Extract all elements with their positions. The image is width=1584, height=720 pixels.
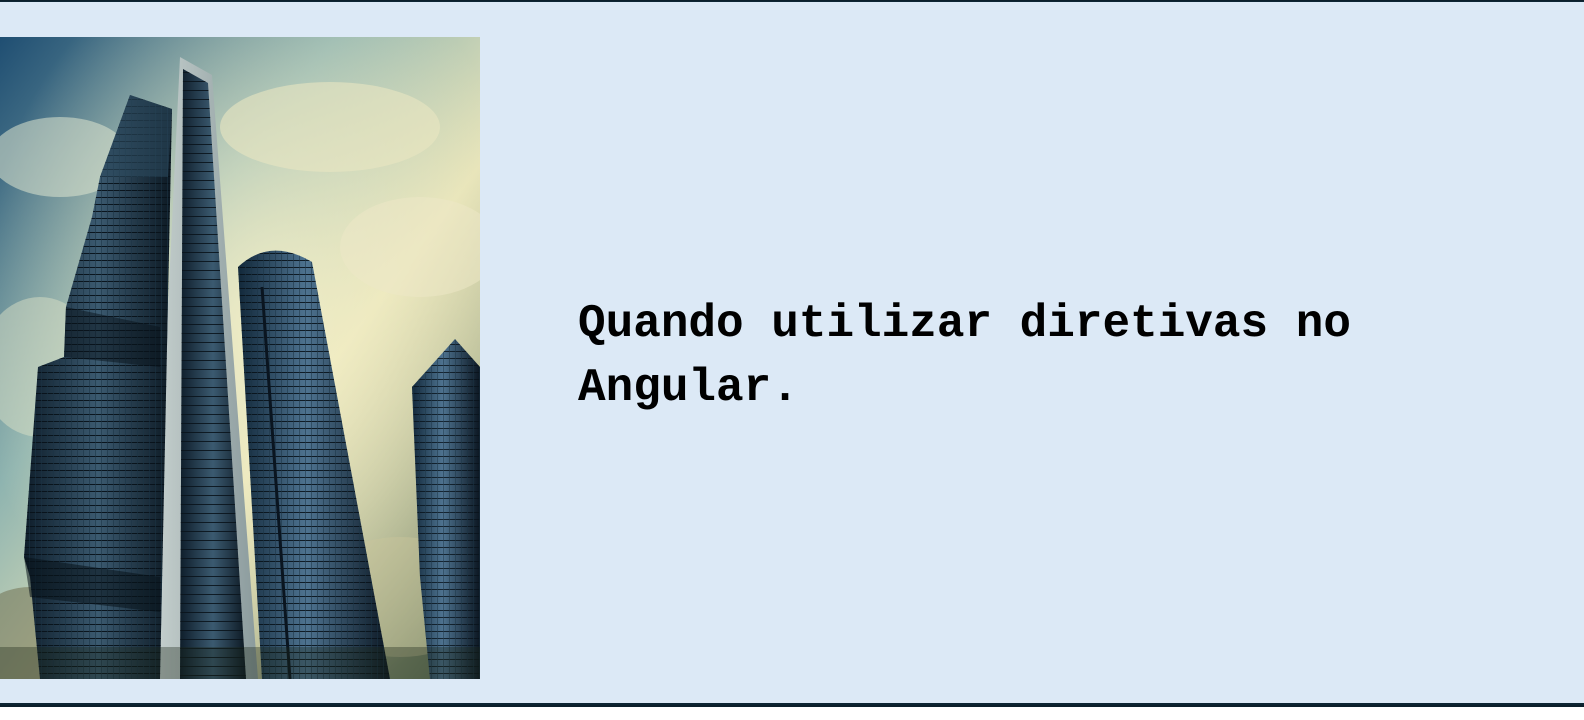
- slide-headline: Quando utilizar diretivas no Angular.: [578, 298, 1351, 414]
- skyscrapers-photo: [0, 37, 480, 679]
- page-bottom-margin: [0, 707, 1584, 720]
- slide-canvas: [0, 1, 1584, 705]
